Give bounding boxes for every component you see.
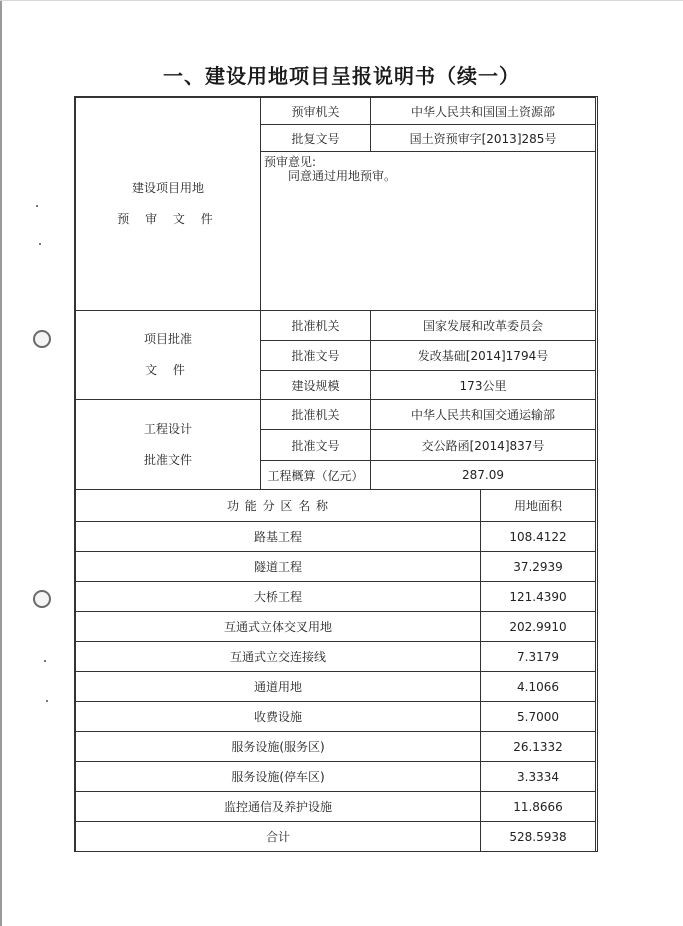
zone-name: 互通式立体交叉用地 [75, 611, 481, 642]
section-label-line: 预 审 文 件 [117, 212, 219, 226]
zone-name: 监控通信及养护设施 [75, 791, 481, 822]
zone-area: 5.7000 [480, 701, 596, 732]
scan-speck [39, 243, 41, 245]
zone-area: 11.8666 [480, 791, 596, 822]
section-label-line: 批准文件 [143, 452, 192, 467]
zone-name: 隧道工程 [75, 551, 481, 582]
field-value-authority: 中华人民共和国国土资源部 [370, 97, 596, 125]
zone-name: 互通式立交连接线 [75, 641, 481, 672]
punch-hole-top [33, 330, 51, 348]
zone-area: 37.2939 [480, 551, 596, 582]
zone-area: 7.3179 [480, 641, 596, 672]
field-label: 工程概算（亿元） [260, 460, 371, 490]
page-edge-top [0, 0, 683, 1]
section-label-preapproval [75, 97, 261, 311]
scan-speck [44, 660, 46, 662]
zones-header-name: 功 能 分 区 名 称 [75, 489, 481, 522]
field-value: 发改基础[2014]1794号 [370, 340, 596, 371]
page-edge [0, 0, 2, 926]
field-value: 国家发展和改革委员会 [370, 310, 596, 341]
opinion-text: 同意通过用地预审。 [288, 169, 397, 183]
field-label: 批准机关 [260, 310, 371, 341]
field-value: 中华人民共和国交通运输部 [370, 399, 596, 430]
zone-area: 4.1066 [480, 671, 596, 702]
section-label-design-approval [75, 399, 261, 490]
field-value-docno: 国土资预审字[2013]285号 [370, 124, 596, 152]
section-label-line: 工程设计 [143, 421, 192, 436]
field-label: 批准机关 [260, 399, 371, 430]
field-label: 批准文号 [260, 429, 371, 461]
zone-area: 202.9910 [480, 611, 596, 642]
scan-speck [46, 700, 48, 702]
document-title: 一、建设用地项目呈报说明书（续一） [163, 64, 520, 88]
scan-speck [36, 205, 38, 207]
field-label-docno: 批复文号 [260, 124, 371, 152]
zone-name: 路基工程 [75, 521, 481, 552]
zone-name: 服务设施(停车区) [75, 761, 481, 792]
zone-name: 大桥工程 [75, 581, 481, 612]
field-value: 173公里 [370, 370, 596, 400]
total-label: 合计 [75, 821, 481, 852]
section-label-line: 项目批准 [143, 332, 192, 346]
total-area: 528.5938 [480, 821, 596, 852]
zone-name: 收费设施 [75, 701, 481, 732]
zone-area: 121.4390 [480, 581, 596, 612]
field-label: 批准文号 [260, 340, 371, 371]
zone-name: 服务设施(服务区) [75, 731, 481, 762]
punch-hole-bottom [33, 590, 51, 608]
zone-area: 3.3334 [480, 761, 596, 792]
field-value: 287.09 [370, 460, 596, 490]
zones-header-area: 用地面积 [480, 489, 596, 522]
section-label-line: 文 件 [145, 363, 191, 377]
field-label-authority: 预审机关 [260, 97, 371, 125]
preapproval-opinion-box [260, 151, 596, 311]
field-value: 交公路函[2014]837号 [370, 429, 596, 461]
section-label-project-approval [75, 310, 261, 400]
zone-area: 108.4122 [480, 521, 596, 552]
zone-name: 通道用地 [75, 671, 481, 702]
opinion-label: 预审意见: [264, 155, 317, 169]
field-label: 建设规模 [260, 370, 371, 400]
zone-area: 26.1332 [480, 731, 596, 762]
section-label-line: 建设项目用地 [131, 181, 204, 195]
